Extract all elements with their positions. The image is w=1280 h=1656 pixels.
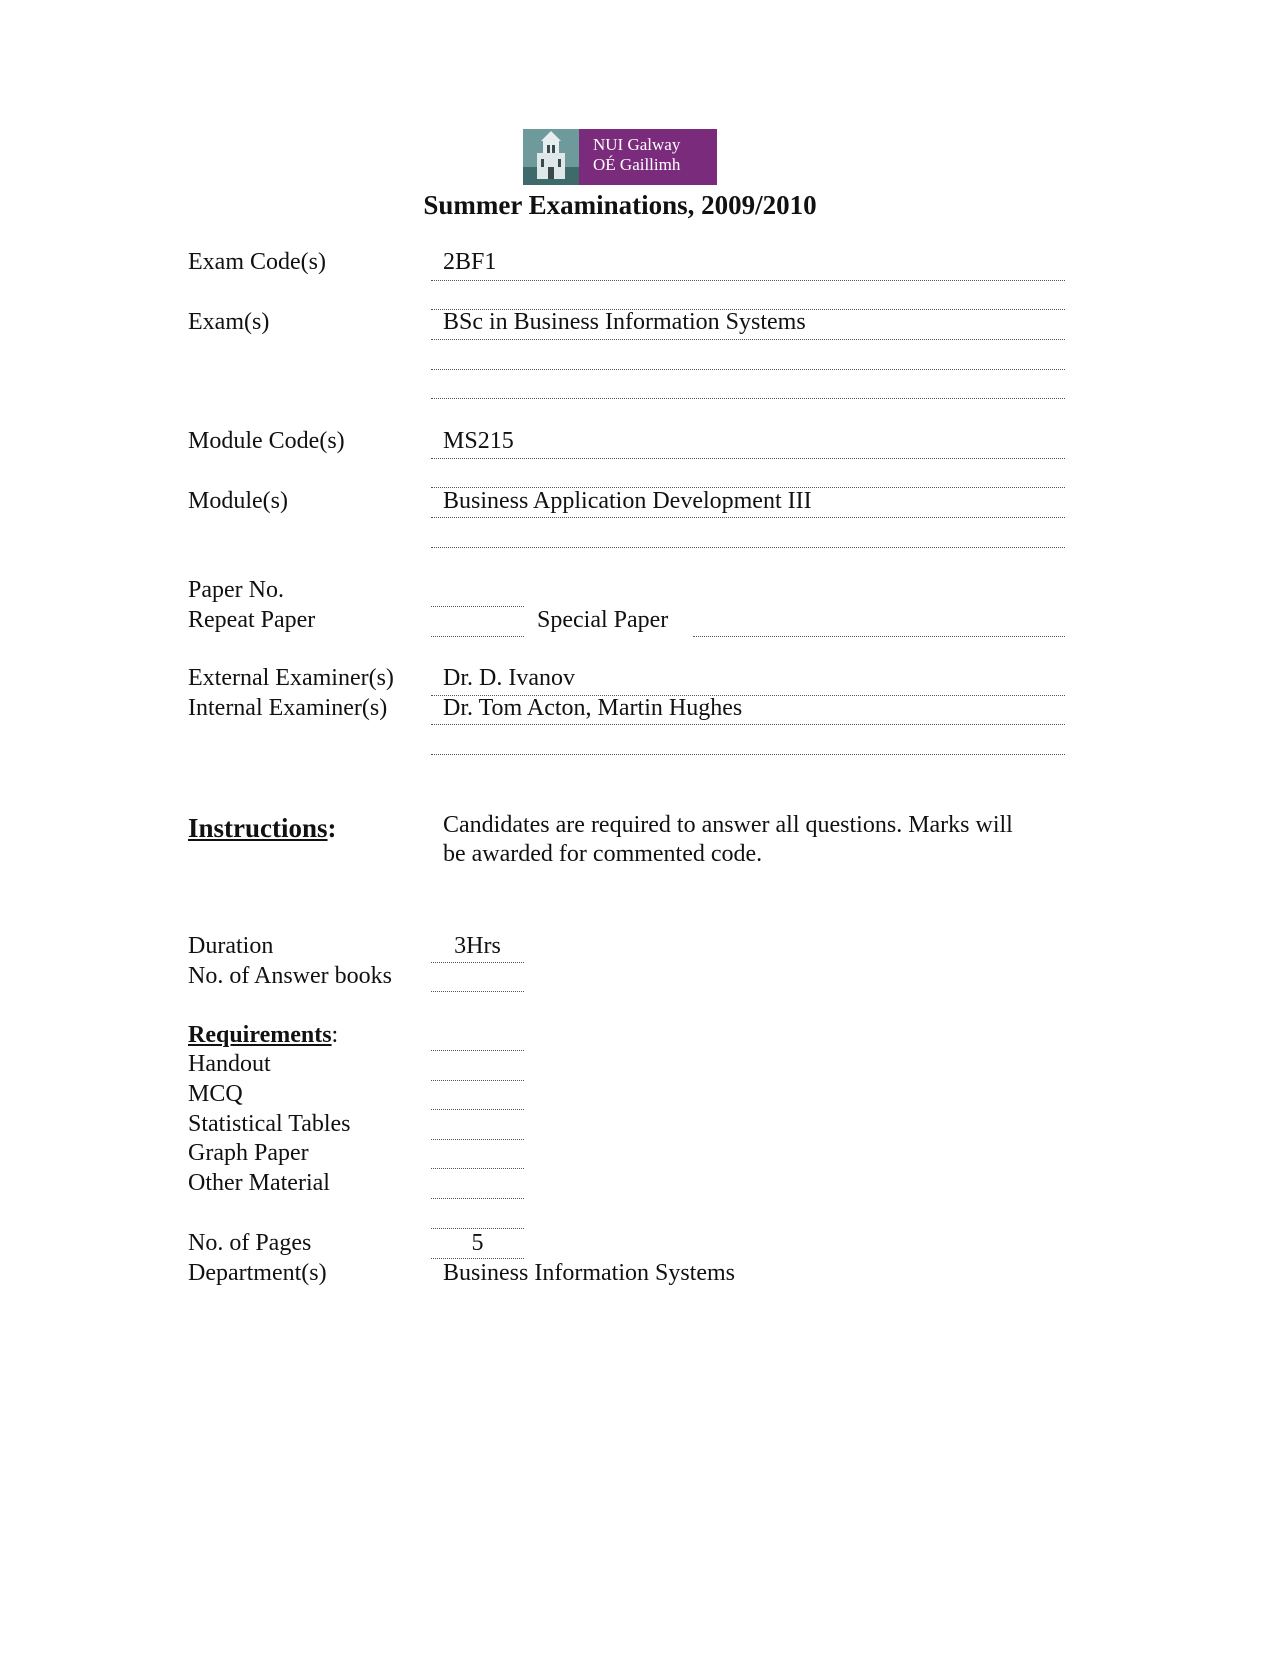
rule-line [431,1139,524,1140]
university-logo [523,129,717,185]
requirement-item: Graph Paper [188,1140,309,1166]
rule-line [431,636,524,637]
internal-examiner-value: Dr. Tom Acton, Martin Hughes [443,695,743,721]
rule-line [431,339,1065,340]
rule-line [431,1080,524,1081]
exam-label: Exam(s) [188,309,270,335]
logo-line-1: NUI Galway [593,135,681,154]
external-examiner-label: External Examiner(s) [188,665,394,691]
requirement-item: Handout [188,1051,271,1077]
instructions-line-1: Candidates are required to answer all questions. Marks will [443,812,1013,838]
requirement-item: Statistical Tables [188,1111,351,1137]
rule-line [431,517,1065,518]
rule-line [693,636,1065,637]
rule-line [431,369,1065,370]
rule-line [431,754,1065,755]
instructions-heading-text: Instructions [188,813,328,843]
module-code-value: MS215 [443,428,514,454]
rule-line [431,962,524,963]
rule-line [431,1168,524,1169]
department-value: Business Information Systems [443,1260,735,1286]
requirement-item: MCQ [188,1081,243,1107]
module-code-label: Module Code(s) [188,428,345,454]
pages-value: 5 [471,1230,484,1256]
requirement-item: Other Material [188,1170,330,1196]
requirements-heading [188,1022,338,1049]
requirements-heading-colon: : [331,1022,339,1048]
module-value: Business Application Development III [443,488,812,514]
rule-line [431,458,1065,459]
external-examiner-value: Dr. D. Ivanov [443,665,575,691]
exam-code-value: 2BF1 [443,249,497,275]
answer-books-label: No. of Answer books [188,963,392,989]
paper-no-label: Paper No. [188,577,284,603]
special-paper-label: Special Paper [537,607,669,633]
rule-line [431,1228,524,1229]
internal-examiner-label: Internal Examiner(s) [188,695,388,721]
department-label: Department(s) [188,1260,327,1286]
duration-label: Duration [188,933,274,959]
exam-value: BSc in Business Information Systems [443,309,806,335]
rule-line [431,398,1065,399]
rule-line [431,991,524,992]
requirements-heading-text: Requirements [188,1022,332,1048]
rule-line [431,1050,524,1051]
logo-line-2: OÉ Gaillimh [593,155,681,174]
instructions-heading [188,813,337,844]
duration-value: 3Hrs [454,933,501,959]
module-label: Module(s) [188,488,288,514]
rule-line [431,1198,524,1199]
instructions-heading-colon: : [327,813,337,843]
pages-label: No. of Pages [188,1230,312,1256]
quadrangle-tower-icon [523,129,579,185]
rule-line [431,724,1065,725]
exam-code-label: Exam Code(s) [188,249,326,275]
rule-line [431,280,1065,281]
logo-text [579,129,717,185]
instructions-line-2: be awarded for commented code. [443,841,763,867]
rule-line [431,606,524,607]
rule-line [431,1109,524,1110]
rule-line [431,547,1065,548]
page-title: Summer Examinations, 2009/2010 [423,190,817,220]
rule-line [431,1258,524,1259]
repeat-paper-label: Repeat Paper [188,607,316,633]
